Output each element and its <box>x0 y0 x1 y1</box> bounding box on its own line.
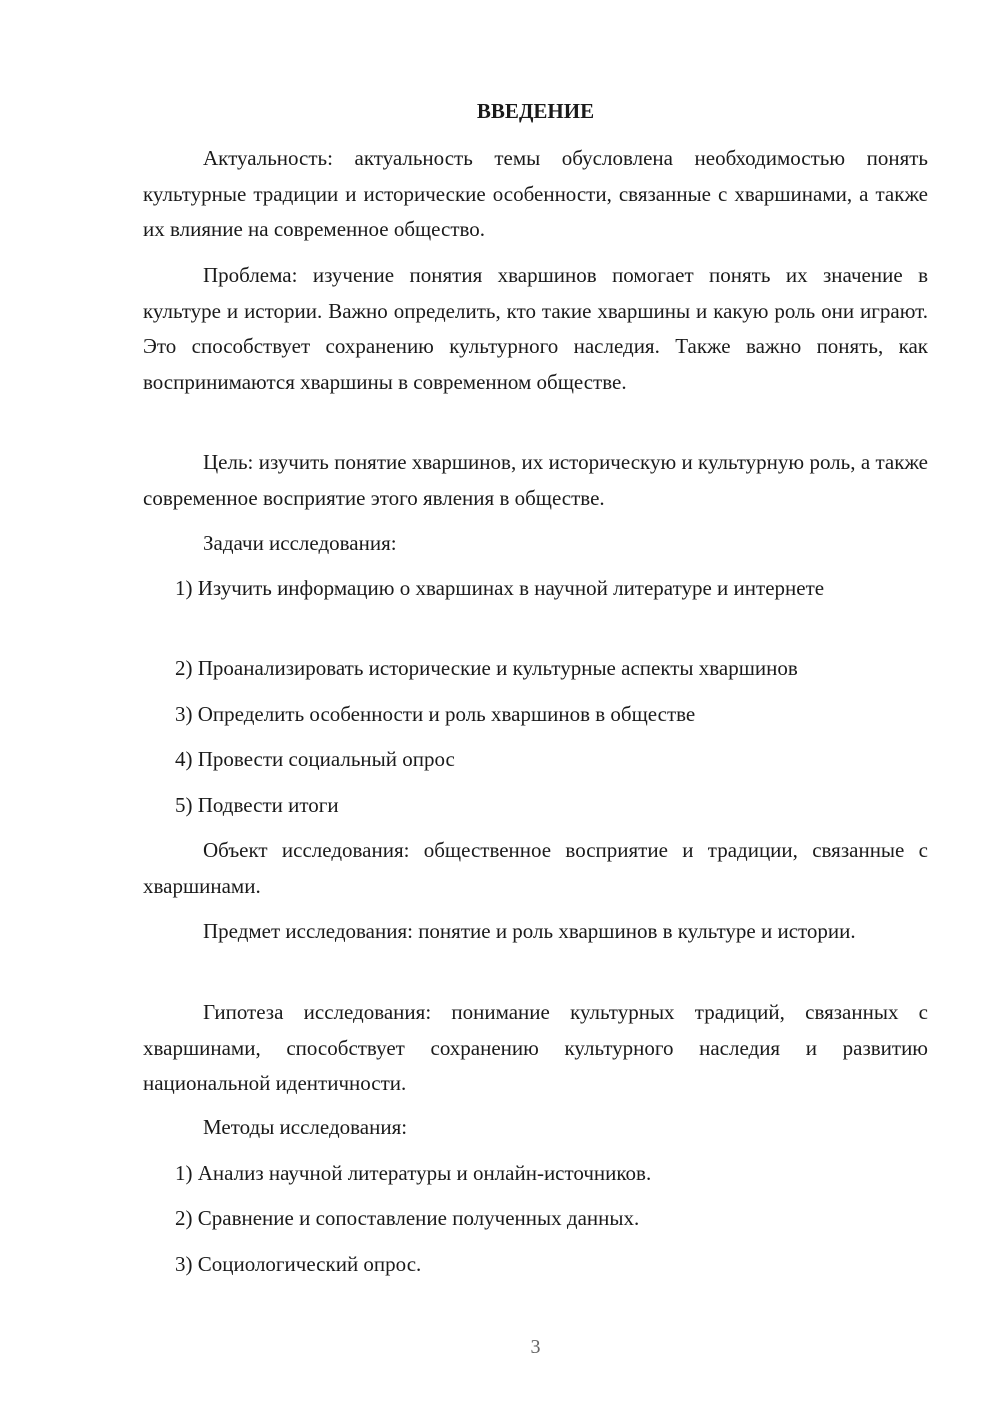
paragraph-hypothesis: Гипотеза исследования: понимание культурных традиций, связанных с хваршинами, способствует сохранению культурного наследия и развитию национальной идентичности. <box>143 1000 928 1095</box>
list-item-method-1: 1) Анализ научной литературы и онлайн-источников. <box>175 1161 652 1185</box>
list-item-task-2: 2) Проанализировать исторические и культурные аспекты хваршинов <box>175 656 798 680</box>
paragraph-problem: Проблема: изучение понятия хваршинов помогает понять их значение в культуре и истории. Важно определить, кто такие хваршины и какую роль они играют. Это способствует сохранению культурного наследия. Также важно понять, как воспринимаются хваршины в современном обществе. <box>143 263 928 394</box>
paragraph-goal: Цель: изучить понятие хваршинов, их историческую и культурную роль, а также современное восприятие этого явления в обществе. <box>143 450 928 510</box>
paragraph-methods-heading: Методы исследования: <box>203 1115 408 1139</box>
paragraph-relevance: Актуальность: актуальность темы обусловлена необходимостью понять культурные традиции и исторические особенности, связанные с хваршинами, а также их влияние на современное общество. <box>143 146 928 241</box>
list-item-task-5: 5) Подвести итоги <box>175 793 339 817</box>
page-number: 3 <box>530 1336 541 1358</box>
list-item-task-1: 1) Изучить информацию о хваршинах в научной литературе и интернете <box>175 576 825 600</box>
paragraph-tasks-heading: Задачи исследования: <box>203 531 397 555</box>
page-title: ВВЕДЕНИЕ <box>476 99 595 123</box>
paragraph-subject: Предмет исследования: понятие и роль хваршинов в культуре и истории. <box>203 919 856 943</box>
paragraph-object: Объект исследования: общественное восприятие и традиции, связанные с хваршинами. <box>143 838 928 898</box>
list-item-task-4: 4) Провести социальный опрос <box>175 747 455 771</box>
list-item-task-3: 3) Определить особенности и роль хваршинов в обществе <box>175 702 696 726</box>
list-item-method-3: 3) Социологический опрос. <box>175 1252 422 1276</box>
list-item-method-2: 2) Сравнение и сопоставление полученных данных. <box>175 1206 640 1230</box>
